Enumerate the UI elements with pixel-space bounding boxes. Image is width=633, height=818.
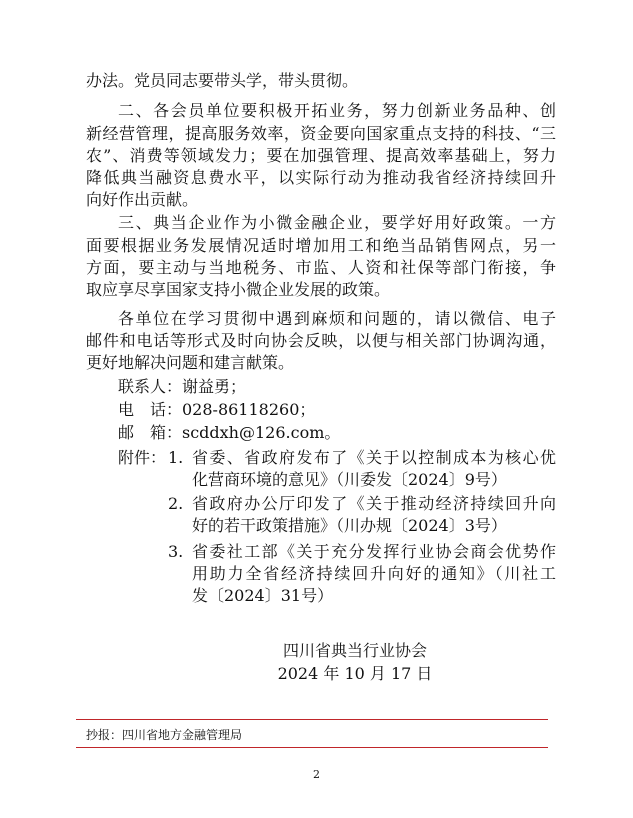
attachment-line: 用助力全省经济持续回升向好的通知》（川社工 [192,564,556,583]
footer-rule-bottom [76,747,548,748]
attachment-line: 化营商环境的意见》（川委发〔2024〕9号） [192,470,507,489]
attachments-label: 附件： [118,448,167,467]
attachment-number: 3. [168,542,184,561]
cc-line: 抄报：四川省地方金融管理局 [86,728,243,742]
issue-date: 2024 年 10 月 17 日 [277,664,433,683]
attachment-line: 发〔2024〕31号） [192,586,334,605]
body-line: 取应享尽享国家支持小微企业发展的政策。 [86,280,391,299]
body-line: 新经营管理，提高服务效率，资金要向国家重点支持的科技、“三 [86,124,556,143]
attachment-line: 省委社工部《关于充分发挥行业协会商会优势作 [192,542,556,561]
body-line: 三、典当企业作为小微金融企业，要学好用好政策。一方 [118,213,556,232]
body-line: 方面，要主动与当地税务、市监、人资和社保等部门衔接，争 [86,258,556,277]
attachment-line: 省委、省政府发布了《关于以控制成本为核心优 [192,448,556,467]
body-line: 办法。党员同志要带头学，带头贯彻。 [86,71,359,90]
attachment-line: 省政府办公厅印发了《关于推动经济持续回升向 [192,494,556,513]
body-line: 向好作出贡献。 [86,190,199,209]
attachment-number: 2. [168,494,184,513]
body-line: 更好地解决问题和建言献策。 [86,353,295,372]
body-line: 二、各会员单位要积极开拓业务，努力创新业务品种、创 [118,101,556,120]
contact-person: 联系人：谢益勇； [118,377,247,396]
body-line: 农”、消费等领域发力；要在加强管理、提高效率基础上，努力 [86,146,556,165]
body-line: 各单位在学习贯彻中遇到麻烦和问题的，请以微信、电子 [118,309,556,328]
body-line: 降低典当融资息费水平，以实际行动为推动我省经济持续回升 [86,168,556,187]
attachment-number: 1. [168,448,184,467]
issuing-organization: 四川省典当行业协会 [282,641,427,660]
attachment-line: 好的若干政策措施》（川办规〔2024〕3号） [192,516,507,535]
page-number: 2 [313,768,320,781]
contact-email: 邮 箱：scddxh@126.com。 [118,423,341,442]
footer-rule-top [76,719,548,720]
contact-phone: 电 话：028-86118260； [118,400,316,419]
body-line: 邮件和电话等形式及时向协会反映，以便与相关部门协调沟通， [86,331,556,350]
body-line: 面要根据业务发展情况适时增加用工和绝当品销售网点，另一 [86,236,556,255]
